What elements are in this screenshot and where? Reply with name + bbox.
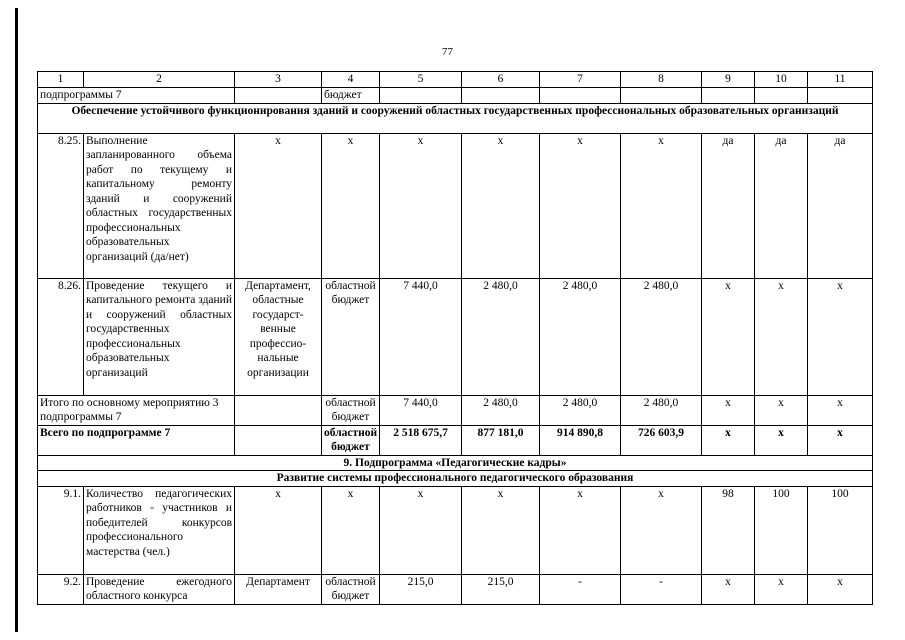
table-row-vsego	[38, 425, 873, 455]
cell-year-2: 2 480,0	[540, 395, 621, 425]
cell-indicator-2: х	[755, 395, 808, 425]
cell-year-1: 2 480,0	[462, 278, 540, 395]
header-cell: 1	[38, 72, 84, 88]
cell-year-1: х	[462, 486, 540, 574]
header-cell: 2	[84, 72, 235, 88]
cell-funding-source: х	[322, 486, 380, 574]
cell-executor	[235, 425, 322, 455]
row-label: Всего по подпрограмме 7	[38, 425, 235, 455]
cell-total: 7 440,0	[380, 395, 462, 425]
cell-indicator-3: 100	[808, 486, 873, 574]
header-cell: 10	[755, 72, 808, 88]
cell-funding-source: областной бюджет	[322, 574, 380, 604]
section-heading-buildings	[38, 103, 873, 133]
table-row-9-1	[38, 486, 873, 574]
cell-year-1: 2 480,0	[462, 395, 540, 425]
cell-funding-source: х	[322, 133, 380, 278]
row-number: 8.25.	[38, 133, 84, 278]
cell-total: х	[380, 486, 462, 574]
cell-funding-source: областной бюджет	[322, 278, 380, 395]
header-cell: 5	[380, 72, 462, 88]
cell-indicator-1: х	[702, 574, 755, 604]
cell-total: х	[380, 133, 462, 278]
column-number-row	[38, 72, 873, 88]
cell-executor	[235, 395, 322, 425]
row-number: 8.26.	[38, 278, 84, 395]
cell-indicator-2: х	[755, 574, 808, 604]
cell-indicator-3: х	[808, 425, 873, 455]
cell-executor: х	[235, 486, 322, 574]
cell-year-3: 2 480,0	[621, 278, 702, 395]
header-cell: 3	[235, 72, 322, 88]
section-title: 9. Подпрограмма «Педагогические кадры»	[38, 455, 873, 471]
table-row-8-25	[38, 133, 873, 278]
header-cell: 9	[702, 72, 755, 88]
row-name: Проведение текущего и капитального ремонта зданий и сооружений областных государственных профессиональных образовательных организаций	[84, 278, 235, 395]
page-number: 77	[442, 46, 453, 58]
cell-year-3: -	[621, 574, 702, 604]
row-name: Проведение ежегодного областного конкурса	[84, 574, 235, 604]
cell-executor: Департамент, областные государст-венные профессио-нальные организации	[235, 278, 322, 395]
cell-executor: Департамент	[235, 574, 322, 604]
cell-indicator-2: да	[755, 133, 808, 278]
cell-year-3: 726 603,9	[621, 425, 702, 455]
table-row-continuation	[38, 88, 873, 104]
cell-year-2: х	[540, 133, 621, 278]
cell-year-2: 914 890,8	[540, 425, 621, 455]
cell-indicator-1: х	[702, 278, 755, 395]
header-cell: 7	[540, 72, 621, 88]
page-left-edge	[15, 8, 18, 632]
cell-indicator-1: да	[702, 133, 755, 278]
cell-year-2: х	[540, 486, 621, 574]
cell-year-3: х	[621, 486, 702, 574]
cell-indicator-3: х	[808, 278, 873, 395]
cell-indicator-3: да	[808, 133, 873, 278]
section-heading-pedagogical-education	[38, 471, 873, 487]
cell-indicator-1: 98	[702, 486, 755, 574]
section-heading-subprogram-9	[38, 455, 873, 471]
cell-indicator-3: х	[808, 395, 873, 425]
row-name: Количество педагогических работников - участников и победителей конкурсов профессионального мастерства (чел.)	[84, 486, 235, 574]
row-label: подпрограммы 7	[38, 88, 235, 104]
table-row-8-26	[38, 278, 873, 395]
cell-year-1: 215,0	[462, 574, 540, 604]
cell-indicator-2: 100	[755, 486, 808, 574]
cell-indicator-3: х	[808, 574, 873, 604]
row-number: 9.1.	[38, 486, 84, 574]
cell-year-1: х	[462, 133, 540, 278]
cell-funding-source: областной бюджет	[322, 395, 380, 425]
header-cell: 11	[808, 72, 873, 88]
cell-indicator-2: х	[755, 425, 808, 455]
cell-year-2: -	[540, 574, 621, 604]
budget-table	[37, 71, 873, 605]
section-title: Развитие системы профессионального педагогического образования	[38, 471, 873, 487]
row-label: Итого по основному мероприятию 3 подпрограммы 7	[38, 395, 235, 425]
cell-indicator-2: х	[755, 278, 808, 395]
header-cell: 4	[322, 72, 380, 88]
cell-indicator-1: х	[702, 395, 755, 425]
cell-year-3: 2 480,0	[621, 395, 702, 425]
cell-year-1: 877 181,0	[462, 425, 540, 455]
section-title: Обеспечение устойчивого функционирования зданий и сооружений областных государственных профессиональных образовательных организаций	[38, 103, 873, 133]
cell-total: 7 440,0	[380, 278, 462, 395]
row-name: Выполнение запланированного объема работ по текущему и капитальному ремонту зданий и сооружений областных государственных профессиональных образовательных организаций (да/нет)	[84, 133, 235, 278]
header-cell: 6	[462, 72, 540, 88]
cell-year-2: 2 480,0	[540, 278, 621, 395]
row-number: 9.2.	[38, 574, 84, 604]
table-row-itogo	[38, 395, 873, 425]
cell-funding-source: бюджет	[322, 88, 380, 104]
cell-total: 215,0	[380, 574, 462, 604]
cell-year-3: х	[621, 133, 702, 278]
cell-funding-source: областной бюджет	[322, 425, 380, 455]
cell-total: 2 518 675,7	[380, 425, 462, 455]
table-row-9-2	[38, 574, 873, 604]
cell-indicator-1: х	[702, 425, 755, 455]
header-cell: 8	[621, 72, 702, 88]
cell-executor: х	[235, 133, 322, 278]
